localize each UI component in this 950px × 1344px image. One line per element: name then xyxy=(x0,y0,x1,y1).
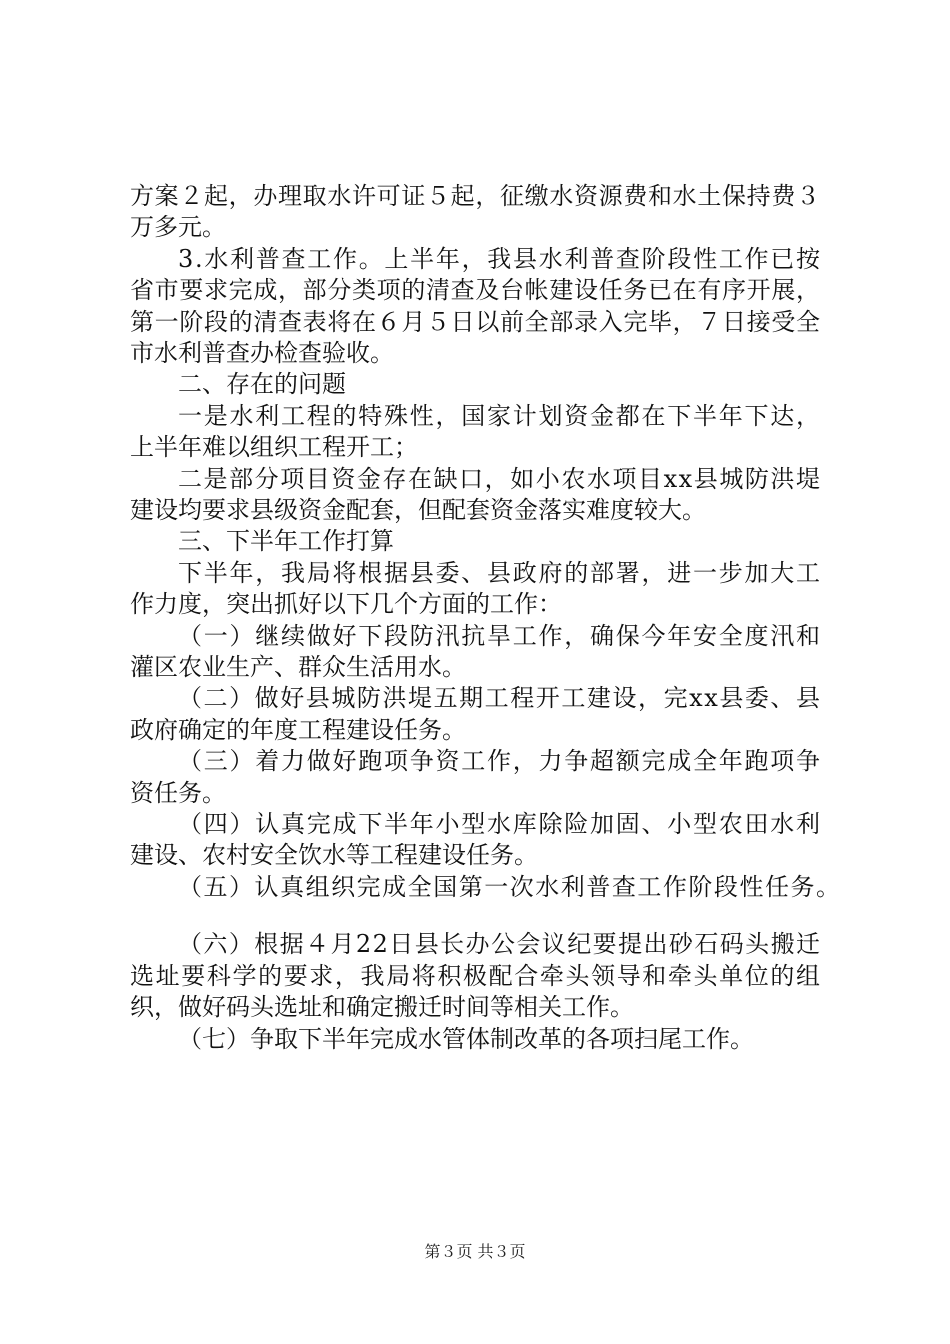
text-line: 上半年难以组织工程开工； xyxy=(130,433,418,461)
list-item-line: 灌区农业生产、群众生活用水。 xyxy=(130,653,466,681)
text-line: 3.水利普查工作。上半年，我县水利普查阶段性工作已按 xyxy=(178,245,822,273)
list-item-line: （五）认真组织完成全国第一次水利普查工作阶段性任务。 xyxy=(178,873,842,901)
list-item-line: 建设、农村安全饮水等工程建设任务。 xyxy=(130,841,538,869)
list-item-line: 织，做好码头选址和确定搬迁时间等相关工作。 xyxy=(130,993,634,1021)
text-line: 省市要求完成，部分类项的清查及台帐建设任务已在有序开展， xyxy=(130,276,821,304)
text-line: 市水利普查办检查验收。 xyxy=(130,339,394,367)
page-number-footer: 第３页 共３页 xyxy=(424,1242,526,1261)
text-line: 作力度，突出抓好以下几个方面的工作： xyxy=(130,590,562,618)
text-line: 下半年，我局将根据县委、县政府的部署，进一步加大工 xyxy=(178,559,822,587)
section-heading: 二、存在的问题 xyxy=(178,370,346,398)
list-item-line: （六）根据４月22日县长办公会议纪要提出砂石码头搬迁 xyxy=(178,930,822,958)
list-item-line: （四）认真完成下半年小型水库除险加固、小型农田水利 xyxy=(178,810,822,838)
text-line: 一是水利工程的特殊性，国家计划资金都在下半年下达， xyxy=(178,402,822,430)
list-item-line: 资任务。 xyxy=(130,779,226,807)
list-item-line: 选址要科学的要求，我局将积极配合牵头领导和牵头单位的组 xyxy=(130,962,822,990)
text-line: 二是部分项目资金存在缺口，如小农水项目xx县城防洪堤 xyxy=(178,465,822,493)
text-line: 万多元。 xyxy=(130,213,226,241)
list-item-line: （七）争取下半年完成水管体制改革的各项扫尾工作。 xyxy=(178,1025,754,1053)
list-item-line: （一）继续做好下段防汛抗旱工作，确保今年安全度汛和 xyxy=(178,622,822,650)
text-line: 建设均要求县级资金配套，但配套资金落实难度较大。 xyxy=(130,496,706,524)
list-item-line: （二）做好县城防洪堤五期工程开工建设，完xx县委、县 xyxy=(178,684,822,712)
section-heading: 三、下半年工作打算 xyxy=(178,527,394,555)
text-line: 方案２起，办理取水许可证５起，征缴水资源费和水土保持费３ xyxy=(130,182,821,210)
list-item-line: （三）着力做好跑项争资工作，力争超额完成全年跑项争 xyxy=(178,747,822,775)
list-item-line: 政府确定的年度工程建设任务。 xyxy=(130,716,466,744)
text-line: 第一阶段的清查表将在６月５日以前全部录入完毕，７日接受全 xyxy=(130,308,821,336)
